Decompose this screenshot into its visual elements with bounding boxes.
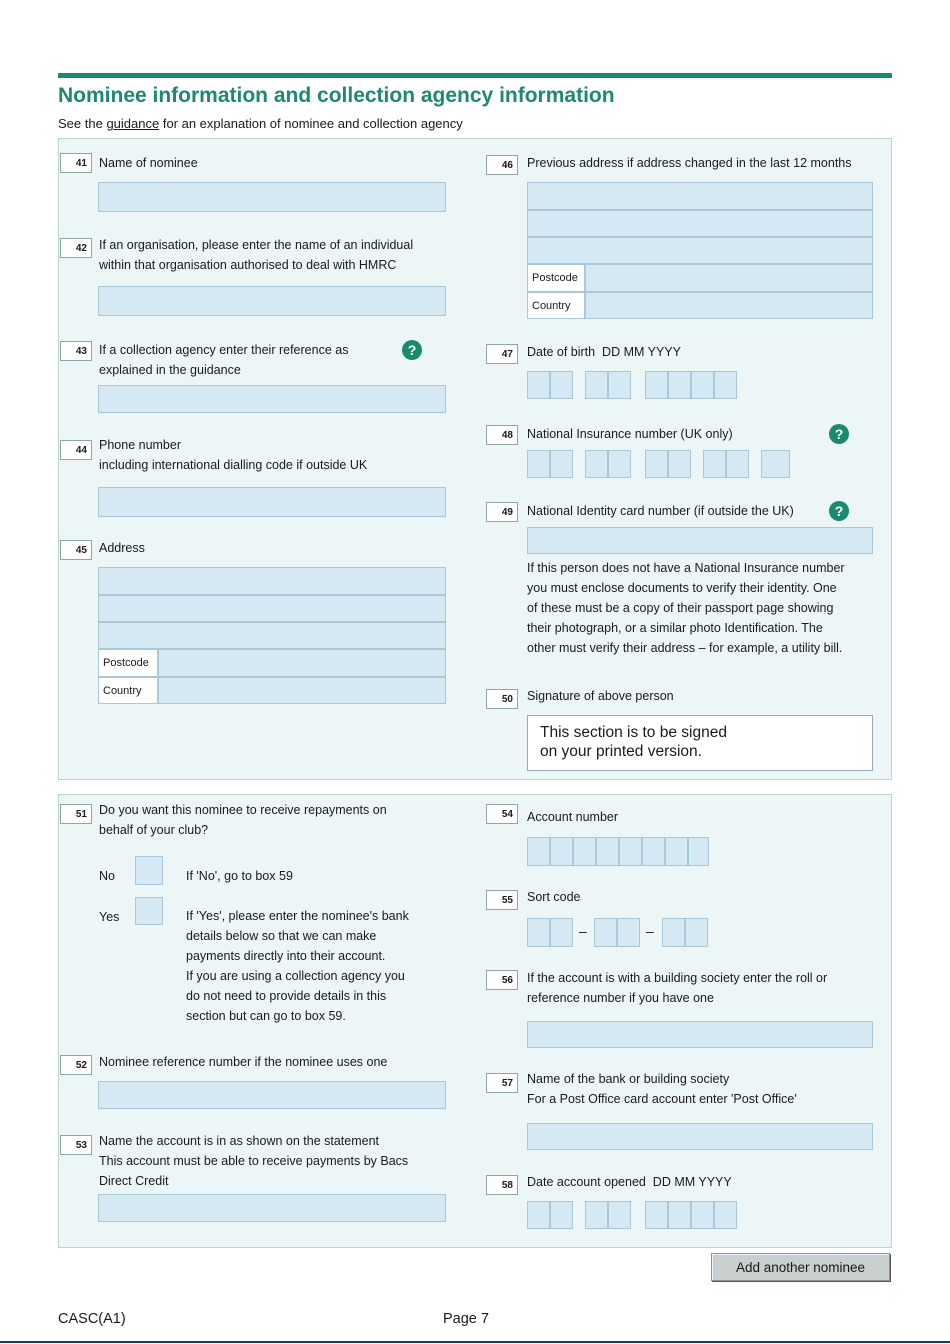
box-number-42: 42 bbox=[60, 238, 92, 258]
q53-label-line2: This account must be able to receive payments by Bacs bbox=[99, 1154, 409, 1168]
box-number-43: 43 bbox=[60, 341, 92, 361]
q43-label-line1: If a collection agency enter their reference as bbox=[99, 343, 349, 357]
yes-checkbox[interactable] bbox=[135, 897, 163, 925]
box-number-44: 44 bbox=[60, 440, 92, 460]
box-number-47: 47 bbox=[486, 344, 518, 364]
q49-label: National Identity card number (if outside the UK) bbox=[527, 504, 794, 518]
q42-label-line1: If an organisation, please enter the name of an individual bbox=[99, 238, 414, 252]
sort-code-separator: – bbox=[646, 923, 654, 939]
box-number-58: 58 bbox=[486, 1175, 518, 1195]
box-number-55: 55 bbox=[486, 890, 518, 910]
previous-postcode-label: Postcode bbox=[527, 264, 585, 292]
q53-label-line1: Name the account is in as shown on the statement bbox=[99, 1134, 380, 1148]
q50-label: Signature of above person bbox=[527, 689, 674, 703]
box-number-48: 48 bbox=[486, 425, 518, 445]
q52-label: Nominee reference number if the nominee uses one bbox=[99, 1055, 388, 1069]
no-checkbox[interactable] bbox=[135, 856, 163, 885]
previous-country-label: Country bbox=[527, 292, 585, 319]
roll-number-input[interactable] bbox=[527, 1021, 873, 1048]
address-line2-input[interactable] bbox=[98, 595, 446, 622]
account-name-input[interactable] bbox=[98, 1194, 446, 1222]
previous-address-line3-input[interactable] bbox=[527, 237, 873, 264]
address-postcode-input[interactable] bbox=[158, 649, 446, 677]
q51-label-line2: behalf of your club? bbox=[99, 823, 209, 837]
q55-label: Sort code bbox=[527, 890, 581, 904]
address-country-label: Country bbox=[98, 677, 158, 704]
previous-postcode-input[interactable] bbox=[585, 264, 873, 292]
q58-label: Date account opened DD MM YYYY bbox=[527, 1175, 732, 1189]
box-number-54: 54 bbox=[486, 804, 518, 824]
page-number: Page 7 bbox=[443, 1311, 489, 1327]
q57-label-line1: Name of the bank or building society bbox=[527, 1072, 730, 1086]
previous-address-line2-input[interactable] bbox=[527, 210, 873, 237]
page-title: Nominee information and collection agency information bbox=[58, 84, 615, 107]
help-icon[interactable]: ? bbox=[829, 424, 849, 444]
box-number-51: 51 bbox=[60, 804, 92, 824]
address-postcode-label: Postcode bbox=[98, 649, 158, 677]
q43-label-line2: explained in the guidance bbox=[99, 363, 241, 377]
q51-label-line1: Do you want this nominee to receive repayments on bbox=[99, 803, 387, 817]
yes-note: If 'Yes', please enter the nominee's bank details below so that we can make payments directly into their account. If you are using a collection agency you do not need to provide details in this section but can go to box 59. bbox=[186, 909, 409, 1023]
q42-label-line2: within that organisation authorised to deal with HMRC bbox=[99, 258, 397, 272]
box-number-50: 50 bbox=[486, 689, 518, 709]
box-number-46: 46 bbox=[486, 155, 518, 175]
header-rule bbox=[58, 73, 892, 78]
add-another-nominee-button[interactable]: Add another nominee bbox=[711, 1253, 890, 1281]
address-line1-input[interactable] bbox=[98, 567, 446, 595]
box-number-45: 45 bbox=[60, 540, 92, 560]
guidance-link[interactable]: guidance bbox=[106, 116, 160, 131]
help-icon[interactable]: ? bbox=[829, 501, 849, 521]
q41-label: Name of nominee bbox=[99, 156, 198, 170]
nominee-reference-input[interactable] bbox=[98, 1081, 446, 1109]
box-number-57: 57 bbox=[486, 1073, 518, 1093]
form-code: CASC(A1) bbox=[58, 1311, 126, 1327]
box-number-52: 52 bbox=[60, 1055, 92, 1075]
box-number-41: 41 bbox=[60, 153, 92, 173]
previous-address-line1-input[interactable] bbox=[527, 182, 873, 210]
q47-label: Date of birth DD MM YYYY bbox=[527, 345, 681, 359]
box-number-53: 53 bbox=[60, 1135, 92, 1155]
q44-label-line1: Phone number bbox=[99, 438, 182, 452]
identity-note: If this person does not have a National Insurance number you must enclose documents to verify their identity. One of these must be a copy of their passport page showing their photograph, or a similar photo Identification. The other must verify their address – for example, a utility bill. bbox=[527, 561, 845, 655]
national-identity-card-input[interactable] bbox=[527, 527, 873, 554]
q46-label: Previous address if address changed in the last 12 months bbox=[527, 156, 852, 170]
sort-code-separator: – bbox=[579, 923, 587, 939]
no-label: No bbox=[99, 869, 115, 883]
page-subtitle: See the guidance for an explanation of nominee and collection agency bbox=[58, 116, 463, 131]
signature-box: This section is to be signed on your printed version. bbox=[527, 715, 873, 771]
address-line3-input[interactable] bbox=[98, 622, 446, 649]
collection-agency-reference-input[interactable] bbox=[98, 385, 446, 413]
bank-name-input[interactable] bbox=[527, 1123, 873, 1150]
footer-rule bbox=[0, 1341, 950, 1343]
no-note: If 'No', go to box 59 bbox=[186, 869, 293, 883]
q48-label: National Insurance number (UK only) bbox=[527, 427, 733, 441]
address-country-input[interactable] bbox=[158, 677, 446, 704]
box-number-49: 49 bbox=[486, 502, 518, 522]
q54-label: Account number bbox=[527, 810, 619, 824]
q56-label-line1: If the account is with a building society enter the roll or bbox=[527, 971, 828, 985]
q44-label-line2: including international dialling code if outside UK bbox=[99, 458, 368, 472]
q57-label-line2: For a Post Office card account enter 'Post Office' bbox=[527, 1092, 797, 1106]
phone-number-input[interactable] bbox=[98, 487, 446, 517]
q56-label-line2: reference number if you have one bbox=[527, 991, 714, 1005]
yes-label: Yes bbox=[99, 910, 120, 924]
authorised-individual-input[interactable] bbox=[98, 286, 446, 316]
nominee-name-input[interactable] bbox=[98, 182, 446, 212]
q45-label: Address bbox=[99, 541, 145, 555]
previous-country-input[interactable] bbox=[585, 292, 873, 319]
box-number-56: 56 bbox=[486, 970, 518, 990]
help-icon[interactable]: ? bbox=[402, 340, 422, 360]
q53-label-line3: Direct Credit bbox=[99, 1174, 169, 1188]
